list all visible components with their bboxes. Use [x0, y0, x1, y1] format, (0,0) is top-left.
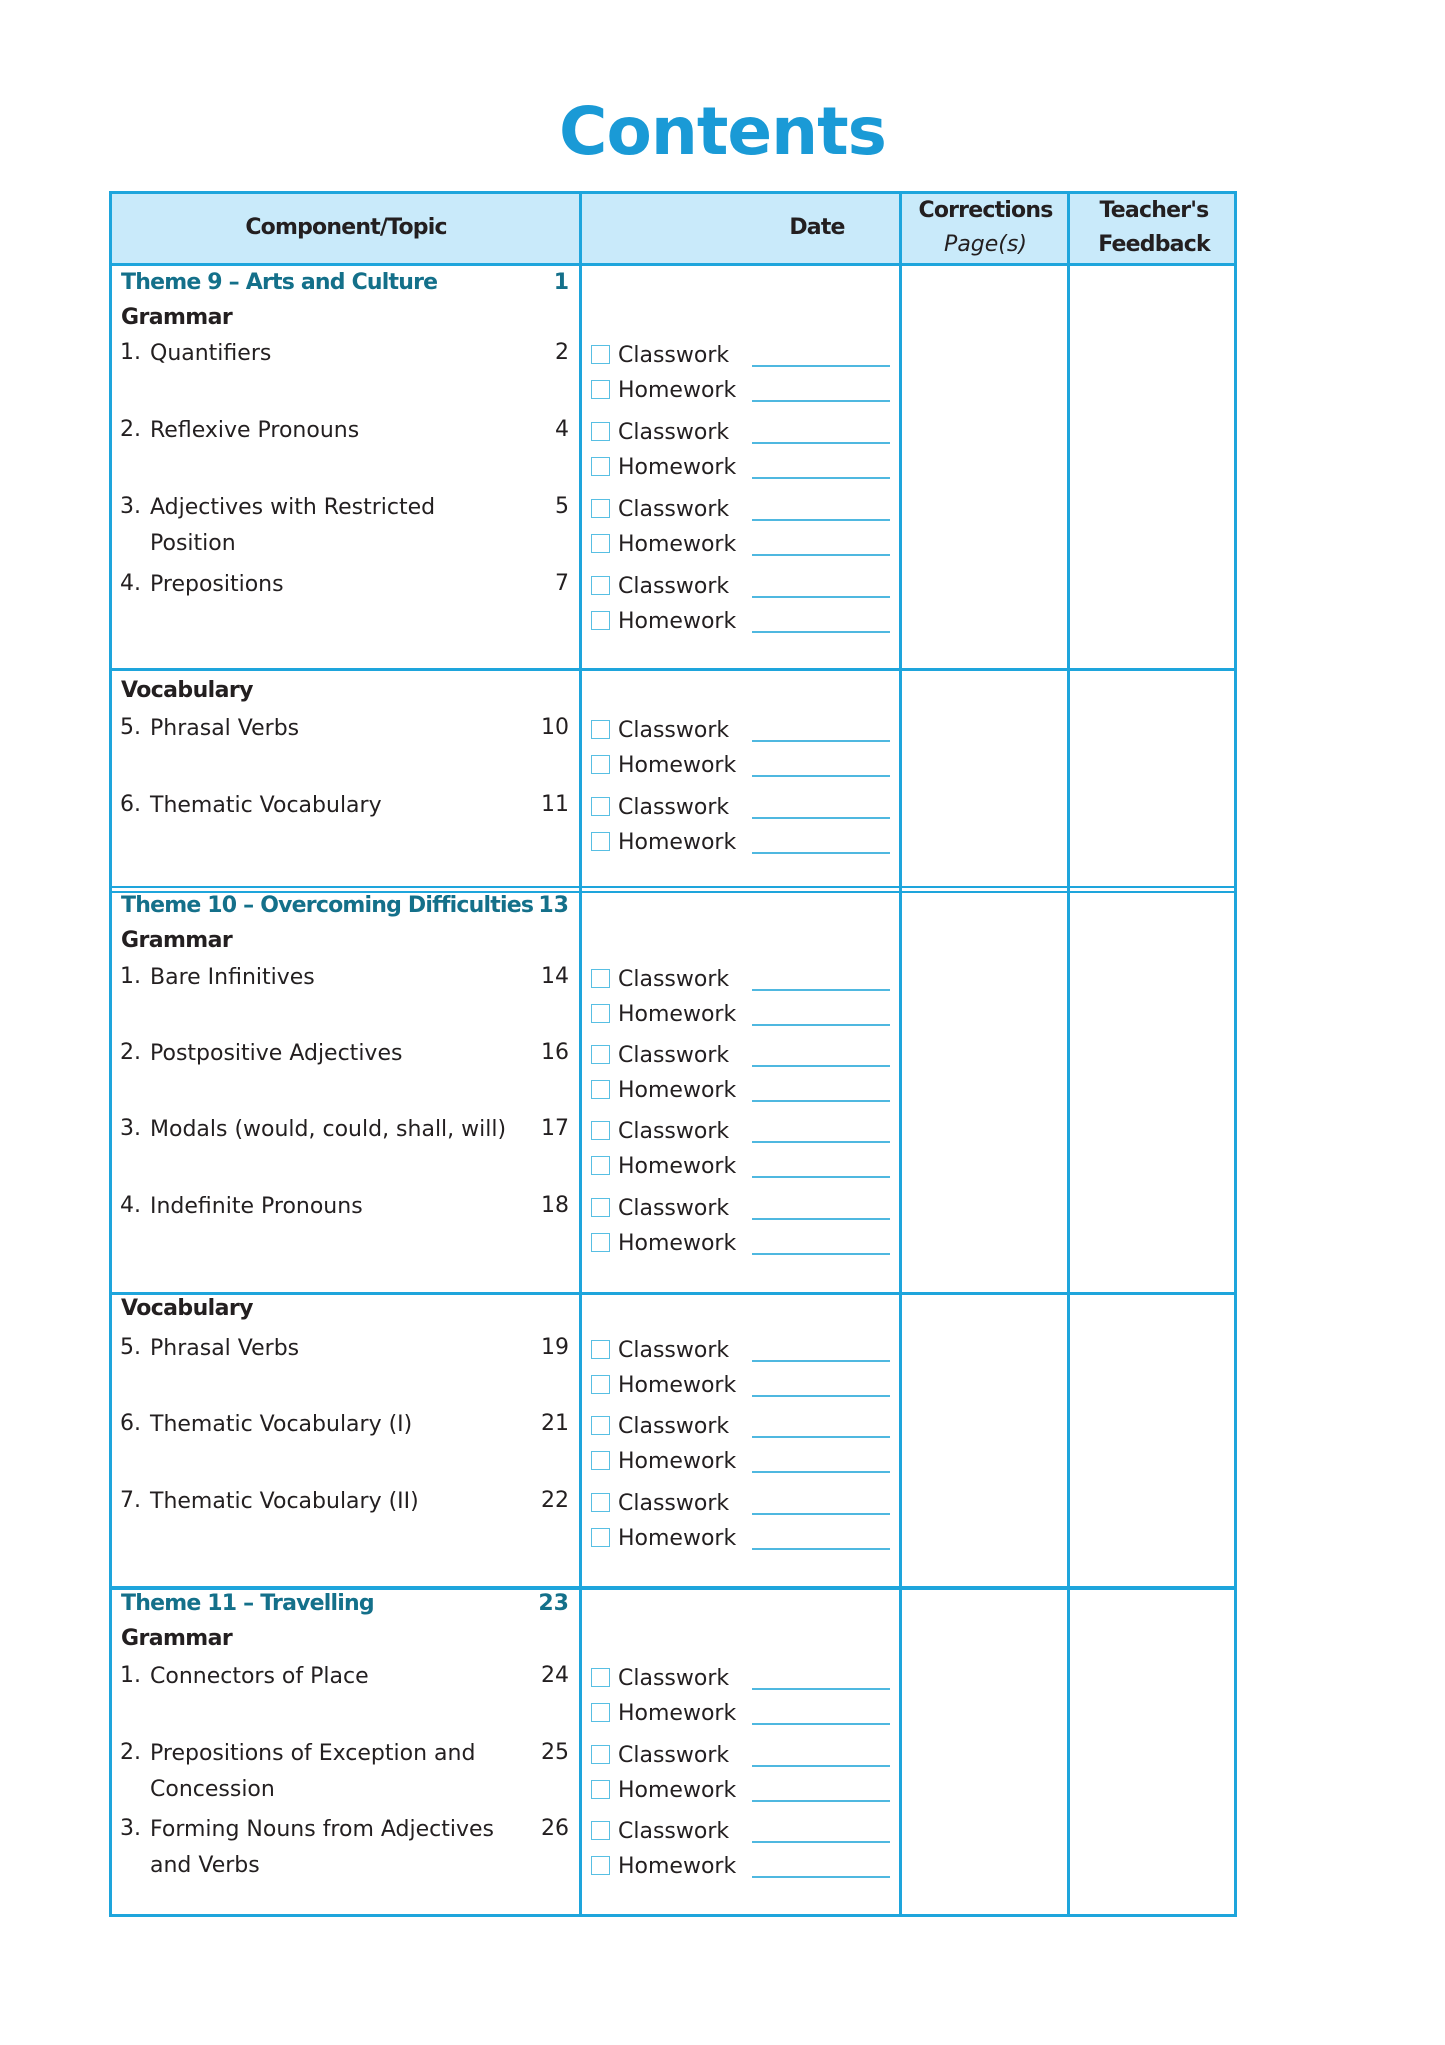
homework-label: Homework — [618, 753, 737, 778]
topic-label: Concession — [150, 1777, 275, 1802]
topic-number: 2. — [120, 1040, 141, 1065]
topic-number: 7. — [120, 1488, 141, 1513]
homework-checkbox[interactable] — [591, 1004, 610, 1023]
topic-page-number: 4 — [555, 417, 569, 442]
topic-number: 3. — [120, 1116, 141, 1141]
classwork-row — [591, 1194, 901, 1224]
classwork-date-field[interactable] — [752, 1360, 890, 1362]
header-component-topic-label: Component/Topic — [245, 214, 447, 240]
classwork-checkbox[interactable] — [591, 1493, 610, 1512]
topic-page-number: 17 — [541, 1116, 569, 1141]
classwork-date-field[interactable] — [752, 1141, 890, 1143]
classwork-date-field[interactable] — [752, 596, 890, 598]
column-divider-corrections-feedback — [1067, 191, 1070, 1916]
topic-page-number: 19 — [541, 1335, 569, 1360]
homework-date-field[interactable] — [752, 1176, 890, 1178]
classwork-row — [591, 341, 901, 371]
topic-page-number: 2 — [555, 340, 569, 365]
topic-page-number: 24 — [541, 1663, 569, 1688]
homework-checkbox[interactable] — [591, 1856, 610, 1875]
homework-label: Homework — [618, 1231, 737, 1256]
classwork-label: Classwork — [618, 967, 730, 992]
homework-row — [591, 828, 901, 858]
homework-label: Homework — [618, 1002, 737, 1027]
homework-row — [591, 1852, 901, 1882]
topic-label: Postpositive Adjectives — [150, 1041, 403, 1066]
classwork-date-field[interactable] — [752, 817, 890, 819]
topic-page-number: 16 — [541, 1040, 569, 1065]
homework-label: Homework — [618, 609, 737, 634]
homework-checkbox[interactable] — [591, 1080, 610, 1099]
topic-label: Position — [150, 531, 236, 556]
classwork-row — [591, 1817, 901, 1847]
classwork-row — [591, 1117, 901, 1147]
topic-page-number: 11 — [541, 792, 569, 817]
classwork-label: Classwork — [618, 1666, 730, 1691]
topic-label: Prepositions of Exception and — [150, 1741, 476, 1766]
homework-row — [591, 1524, 901, 1554]
classwork-row — [591, 1041, 901, 1071]
topic-number: 4. — [120, 571, 141, 596]
topic-number: 2. — [120, 417, 141, 442]
homework-date-field[interactable] — [752, 1395, 890, 1397]
topic-number: 5. — [120, 715, 141, 740]
homework-label: Homework — [618, 532, 737, 557]
classwork-label: Classwork — [618, 1338, 730, 1363]
homework-checkbox[interactable] — [591, 611, 610, 630]
classwork-label: Classwork — [618, 1119, 730, 1144]
homework-checkbox[interactable] — [591, 832, 610, 851]
topic-page-number: 25 — [541, 1740, 569, 1765]
theme-title: Theme 9 – Arts and Culture — [121, 270, 438, 295]
theme-page-number: 13 — [538, 893, 569, 918]
header-teachers-feedback — [1071, 191, 1237, 264]
classwork-date-field[interactable] — [752, 442, 890, 444]
classwork-date-field[interactable] — [752, 740, 890, 742]
classwork-row — [591, 1489, 901, 1519]
classwork-label: Classwork — [618, 1819, 730, 1844]
classwork-label: Classwork — [618, 1196, 730, 1221]
homework-date-field[interactable] — [752, 1100, 890, 1102]
topic-number: 2. — [120, 1740, 141, 1765]
homework-date-field[interactable] — [752, 1253, 890, 1255]
topic-label: Indefinite Pronouns — [150, 1194, 363, 1219]
homework-label: Homework — [618, 1373, 737, 1398]
topic-label: Adjectives with Restricted — [150, 495, 436, 520]
classwork-checkbox[interactable] — [591, 1340, 610, 1359]
homework-date-field[interactable] — [752, 477, 890, 479]
section-heading: Vocabulary — [121, 1296, 253, 1321]
homework-row — [591, 1776, 901, 1806]
homework-label: Homework — [618, 1778, 737, 1803]
classwork-checkbox[interactable] — [591, 1668, 610, 1687]
classwork-date-field[interactable] — [752, 989, 890, 991]
classwork-checkbox[interactable] — [591, 345, 610, 364]
topic-page-number: 21 — [541, 1411, 569, 1436]
section-heading: Grammar — [121, 1626, 233, 1651]
topic-label: Reflexive Pronouns — [150, 418, 360, 443]
homework-checkbox[interactable] — [591, 457, 610, 476]
homework-checkbox[interactable] — [591, 1528, 610, 1547]
topic-number: 6. — [120, 792, 141, 817]
topic-label: Thematic Vocabulary (II) — [150, 1489, 419, 1514]
classwork-row — [591, 418, 901, 448]
topic-label: Connectors of Place — [150, 1664, 369, 1689]
table-border-right — [1234, 191, 1237, 1916]
homework-checkbox[interactable] — [591, 1451, 610, 1470]
classwork-checkbox[interactable] — [591, 1745, 610, 1764]
homework-row — [591, 1000, 901, 1030]
homework-row — [591, 1152, 901, 1182]
homework-checkbox[interactable] — [591, 1375, 610, 1394]
homework-label: Homework — [618, 1854, 737, 1879]
classwork-date-field[interactable] — [752, 1513, 890, 1515]
section-heading: Grammar — [121, 305, 233, 330]
classwork-row — [591, 965, 901, 995]
topic-page-number: 5 — [555, 494, 569, 519]
classwork-date-field[interactable] — [752, 1218, 890, 1220]
topic-label: Thematic Vocabulary — [150, 793, 382, 818]
topic-label: Thematic Vocabulary (I) — [150, 1412, 413, 1437]
topic-page-number: 26 — [541, 1816, 569, 1841]
homework-row — [591, 376, 901, 406]
topic-page-number: 14 — [541, 964, 569, 989]
classwork-label: Classwork — [618, 718, 730, 743]
classwork-label: Classwork — [618, 1491, 730, 1516]
homework-label: Homework — [618, 1449, 737, 1474]
topic-number: 1. — [120, 1663, 141, 1688]
classwork-checkbox[interactable] — [591, 576, 610, 595]
contents-table — [109, 191, 1237, 1916]
classwork-row — [591, 1336, 901, 1366]
homework-label: Homework — [618, 455, 737, 480]
topic-label: and Verbs — [150, 1853, 260, 1878]
header-pages-label: Page(s) — [944, 231, 1027, 257]
classwork-label: Classwork — [618, 1414, 730, 1439]
homework-date-field[interactable] — [752, 1723, 890, 1725]
topic-number: 1. — [120, 340, 141, 365]
topic-label: Phrasal Verbs — [150, 1336, 300, 1361]
topic-label: Bare Infinitives — [150, 965, 315, 990]
classwork-row — [591, 1664, 901, 1694]
classwork-row — [591, 495, 901, 525]
homework-checkbox[interactable] — [591, 1780, 610, 1799]
topic-label: Prepositions — [150, 572, 284, 597]
page-title: Contents — [559, 93, 886, 170]
classwork-checkbox[interactable] — [591, 1121, 610, 1140]
theme-title: Theme 10 – Overcoming Difficulties — [121, 893, 534, 918]
classwork-checkbox[interactable] — [591, 797, 610, 816]
header-date-label: Date — [789, 214, 845, 240]
classwork-label: Classwork — [618, 574, 730, 599]
homework-date-field[interactable] — [752, 775, 890, 777]
classwork-label: Classwork — [618, 420, 730, 445]
classwork-date-field[interactable] — [752, 1065, 890, 1067]
homework-date-field[interactable] — [752, 1800, 890, 1802]
header-feedback-line1: Teacher's — [1099, 197, 1209, 223]
homework-date-field[interactable] — [752, 1548, 890, 1550]
homework-date-field[interactable] — [752, 631, 890, 633]
classwork-checkbox[interactable] — [591, 720, 610, 739]
classwork-row — [591, 716, 901, 746]
homework-row — [591, 751, 901, 781]
homework-checkbox[interactable] — [591, 380, 610, 399]
homework-checkbox[interactable] — [591, 1703, 610, 1722]
classwork-checkbox[interactable] — [591, 422, 610, 441]
homework-label: Homework — [618, 1078, 737, 1103]
classwork-label: Classwork — [618, 1743, 730, 1768]
classwork-date-field[interactable] — [752, 365, 890, 367]
header-corrections-label: Corrections — [918, 197, 1053, 223]
theme-page-number: 23 — [538, 1591, 569, 1616]
homework-row — [591, 1447, 901, 1477]
classwork-date-field[interactable] — [752, 1765, 890, 1767]
section-heading: Vocabulary — [121, 678, 253, 703]
topic-number: 3. — [120, 1816, 141, 1841]
header-corrections — [903, 191, 1068, 264]
homework-row — [591, 453, 901, 483]
homework-label: Homework — [618, 1154, 737, 1179]
classwork-label: Classwork — [618, 497, 730, 522]
homework-label: Homework — [618, 830, 737, 855]
classwork-checkbox[interactable] — [591, 1198, 610, 1217]
topic-number: 1. — [120, 964, 141, 989]
topic-number: 6. — [120, 1411, 141, 1436]
topic-label: Quantifiers — [150, 341, 272, 366]
classwork-date-field[interactable] — [752, 519, 890, 521]
homework-date-field[interactable] — [752, 1471, 890, 1473]
homework-date-field[interactable] — [752, 400, 890, 402]
classwork-label: Classwork — [618, 343, 730, 368]
homework-label: Homework — [618, 378, 737, 403]
classwork-checkbox[interactable] — [591, 1045, 610, 1064]
topic-number: 5. — [120, 1335, 141, 1360]
classwork-checkbox[interactable] — [591, 499, 610, 518]
homework-checkbox[interactable] — [591, 534, 610, 553]
classwork-row — [591, 793, 901, 823]
homework-checkbox[interactable] — [591, 1156, 610, 1175]
table-border-left — [109, 191, 112, 1916]
column-divider-topic-date — [579, 191, 582, 1916]
classwork-label: Classwork — [618, 1043, 730, 1068]
homework-date-field[interactable] — [752, 1876, 890, 1878]
topic-page-number: 7 — [555, 571, 569, 596]
homework-label: Homework — [618, 1701, 737, 1726]
classwork-date-field[interactable] — [752, 1436, 890, 1438]
classwork-date-field[interactable] — [752, 1688, 890, 1690]
classwork-row — [591, 572, 901, 602]
homework-date-field[interactable] — [752, 554, 890, 556]
topic-label: Modals (would, could, shall, will) — [150, 1117, 507, 1142]
classwork-checkbox[interactable] — [591, 1416, 610, 1435]
column-divider-date-corrections — [899, 191, 902, 1916]
section-heading: Grammar — [121, 928, 233, 953]
topic-page-number: 22 — [541, 1488, 569, 1513]
classwork-row — [591, 1412, 901, 1442]
topic-page-number: 10 — [541, 715, 569, 740]
classwork-label: Classwork — [618, 795, 730, 820]
homework-row — [591, 607, 901, 637]
theme-page-number: 1 — [553, 270, 569, 295]
classwork-date-field[interactable] — [752, 1841, 890, 1843]
homework-checkbox[interactable] — [591, 1233, 610, 1252]
homework-label: Homework — [618, 1526, 737, 1551]
homework-date-field[interactable] — [752, 852, 890, 854]
topic-label: Forming Nouns from Adjectives — [150, 1817, 495, 1842]
homework-row — [591, 1229, 901, 1259]
homework-row — [591, 1076, 901, 1106]
classwork-checkbox[interactable] — [591, 969, 610, 988]
classwork-row — [591, 1741, 901, 1771]
homework-row — [591, 1371, 901, 1401]
theme-title: Theme 11 – Travelling — [121, 1591, 374, 1616]
homework-checkbox[interactable] — [591, 755, 610, 774]
header-feedback-line2: Feedback — [1098, 231, 1210, 257]
homework-date-field[interactable] — [752, 1024, 890, 1026]
header-component-topic — [112, 191, 580, 264]
homework-row — [591, 530, 901, 560]
topic-number: 4. — [120, 1193, 141, 1218]
topic-label: Phrasal Verbs — [150, 716, 300, 741]
topic-page-number: 18 — [541, 1193, 569, 1218]
homework-row — [591, 1699, 901, 1729]
topic-number: 3. — [120, 494, 141, 519]
classwork-checkbox[interactable] — [591, 1821, 610, 1840]
header-date — [789, 191, 845, 264]
